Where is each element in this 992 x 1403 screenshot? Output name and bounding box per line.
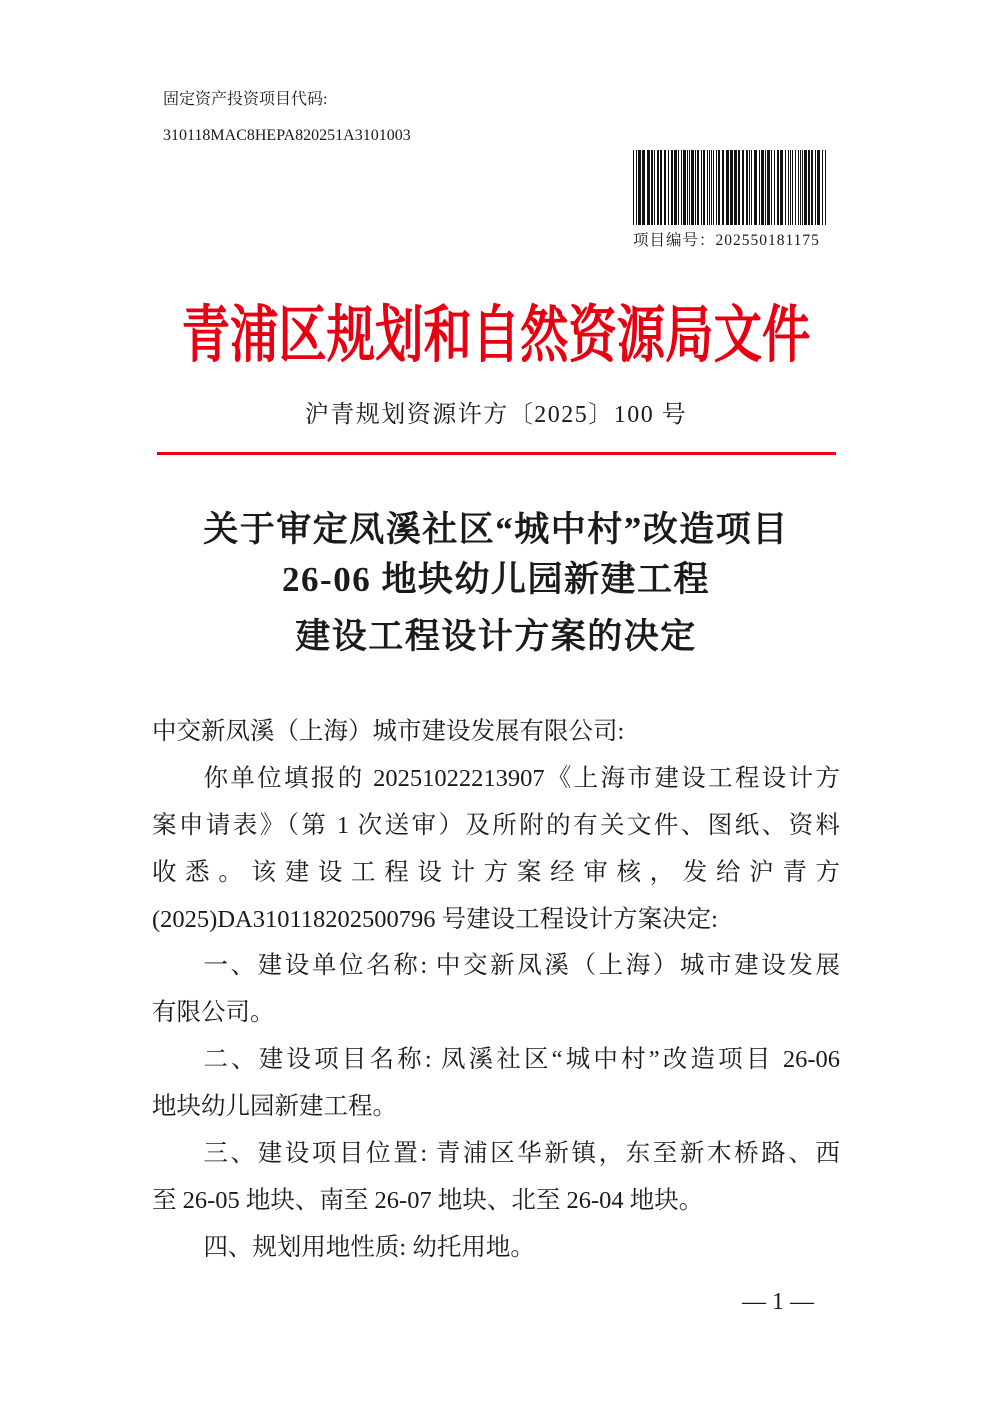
- page-number: — 1 —: [742, 1289, 814, 1315]
- document-title-line-2: 26-06 地块幼儿园新建工程: [282, 560, 710, 599]
- document-title-line-1: 关于审定凤溪社区“城中村”改造项目: [203, 510, 789, 549]
- barcode-bar: [647, 150, 650, 225]
- barcode-bar: [691, 150, 694, 225]
- body-line: 地块幼儿园新建工程。: [152, 1093, 397, 1121]
- barcode-bar: [722, 150, 724, 225]
- barcode-bar: [771, 150, 772, 225]
- barcode-bar: [711, 150, 712, 225]
- barcode-bar: [660, 150, 662, 225]
- barcode-bar: [638, 150, 641, 225]
- body-line-item-3: 三、建设项目位置: 青浦区华新镇，东至新木桥路、西: [203, 1140, 840, 1168]
- body-line: 至 26-05 地块、南至 26-07 地块、北至 26-04 地块。: [152, 1186, 704, 1214]
- barcode-bar: [695, 150, 696, 225]
- barcode-bar: [654, 150, 655, 225]
- barcode-bar: [751, 150, 752, 225]
- barcode-bar: [817, 150, 820, 225]
- body-line: 有限公司。: [152, 999, 275, 1027]
- barcode-bar: [734, 150, 737, 225]
- barcode-bar: [689, 150, 690, 225]
- barcode-bar: [790, 150, 791, 225]
- body-line-item-1: 一、建设单位名称: 中交新凤溪（上海）城市建设发展: [203, 952, 840, 980]
- barcode-bar: [792, 150, 793, 225]
- barcode-bar: [800, 150, 801, 225]
- barcode-bar: [718, 150, 720, 225]
- barcode-bar: [671, 150, 673, 225]
- barcode-bar: [808, 150, 810, 225]
- body-line: (2025)DA310118202500796 号建设工程设计方案决定:: [152, 905, 718, 933]
- body-line-item-4: 四、规划用地性质: 幼托用地。: [203, 1233, 535, 1261]
- barcode-bar: [642, 150, 645, 225]
- barcode-bar: [788, 150, 789, 225]
- barcode-bar: [687, 150, 688, 225]
- barcode-bar: [707, 150, 708, 225]
- barcode-bar: [683, 150, 686, 225]
- barcode-bar: [822, 150, 823, 225]
- document-title-line-3: 建设工程设计方案的决定: [295, 617, 697, 656]
- barcode-bar: [674, 150, 677, 225]
- project-number: 项目编号：202550181175: [633, 232, 820, 249]
- barcode-bar: [798, 150, 799, 225]
- barcode-bar: [804, 150, 807, 225]
- issuer-title: [0, 300, 992, 387]
- barcode: [633, 150, 828, 225]
- barcode-bar: [636, 150, 637, 225]
- barcode-bar: [697, 150, 699, 225]
- document-body: [152, 709, 840, 1272]
- project-code-label: 固定资产投资项目代码:: [163, 91, 328, 108]
- barcode-bar: [681, 150, 682, 225]
- project-code-value: 310118MAC8HEPA820251A3101003: [163, 127, 411, 144]
- barcode-bar: [664, 150, 666, 225]
- barcode-bar: [709, 150, 710, 225]
- body-line-item-2: 二、建设项目名称: 凤溪社区“城中村”改造项目 26-06: [203, 1046, 840, 1074]
- barcode-bar: [815, 150, 816, 225]
- barcode-bar: [777, 150, 779, 225]
- barcode-bar: [749, 150, 750, 225]
- barcode-bar: [785, 150, 786, 225]
- barcode-bar: [633, 150, 634, 225]
- issuer-title-text: 青浦区规划和自然资源局文件: [181, 298, 811, 371]
- barcode-bar: [754, 150, 757, 225]
- barcode-bar: [651, 150, 653, 225]
- body-line: 案申请表》（第 1 次送审）及所附的有关文件、图纸、资料: [152, 811, 840, 839]
- barcode-bar: [742, 150, 744, 225]
- barcode-bar: [767, 150, 770, 225]
- barcode-bar: [730, 150, 733, 225]
- body-line: 收悉。该建设工程设计方案经审核，发给沪青方: [152, 858, 840, 886]
- barcode-bar: [811, 150, 813, 225]
- barcode-bar: [668, 150, 669, 225]
- barcode-bar: [825, 150, 826, 225]
- barcode-bar: [713, 150, 714, 225]
- barcode-bar: [726, 150, 729, 225]
- barcode-bar: [802, 150, 803, 225]
- barcode-bar: [701, 150, 702, 225]
- barcode-bar: [774, 150, 775, 225]
- barcode-bar: [657, 150, 659, 225]
- barcode-bar: [795, 150, 796, 225]
- barcode-bar: [765, 150, 766, 225]
- barcode-bar: [759, 150, 760, 225]
- red-divider-line: [157, 452, 836, 455]
- barcode-bar: [716, 150, 717, 225]
- body-line: 你单位填报的 20251022213907《上海市建设工程设计方: [203, 764, 840, 792]
- barcode-bar: [761, 150, 764, 225]
- body-line-addressee: 中交新凤溪（上海）城市建设发展有限公司:: [152, 718, 625, 745]
- barcode-bar: [678, 150, 679, 225]
- barcode-bar: [746, 150, 748, 225]
- barcode-bar: [703, 150, 705, 225]
- barcode-bar: [780, 150, 783, 225]
- barcode-bar: [738, 150, 740, 225]
- document-number: 沪青规划资源许方〔2025〕100 号: [304, 402, 688, 428]
